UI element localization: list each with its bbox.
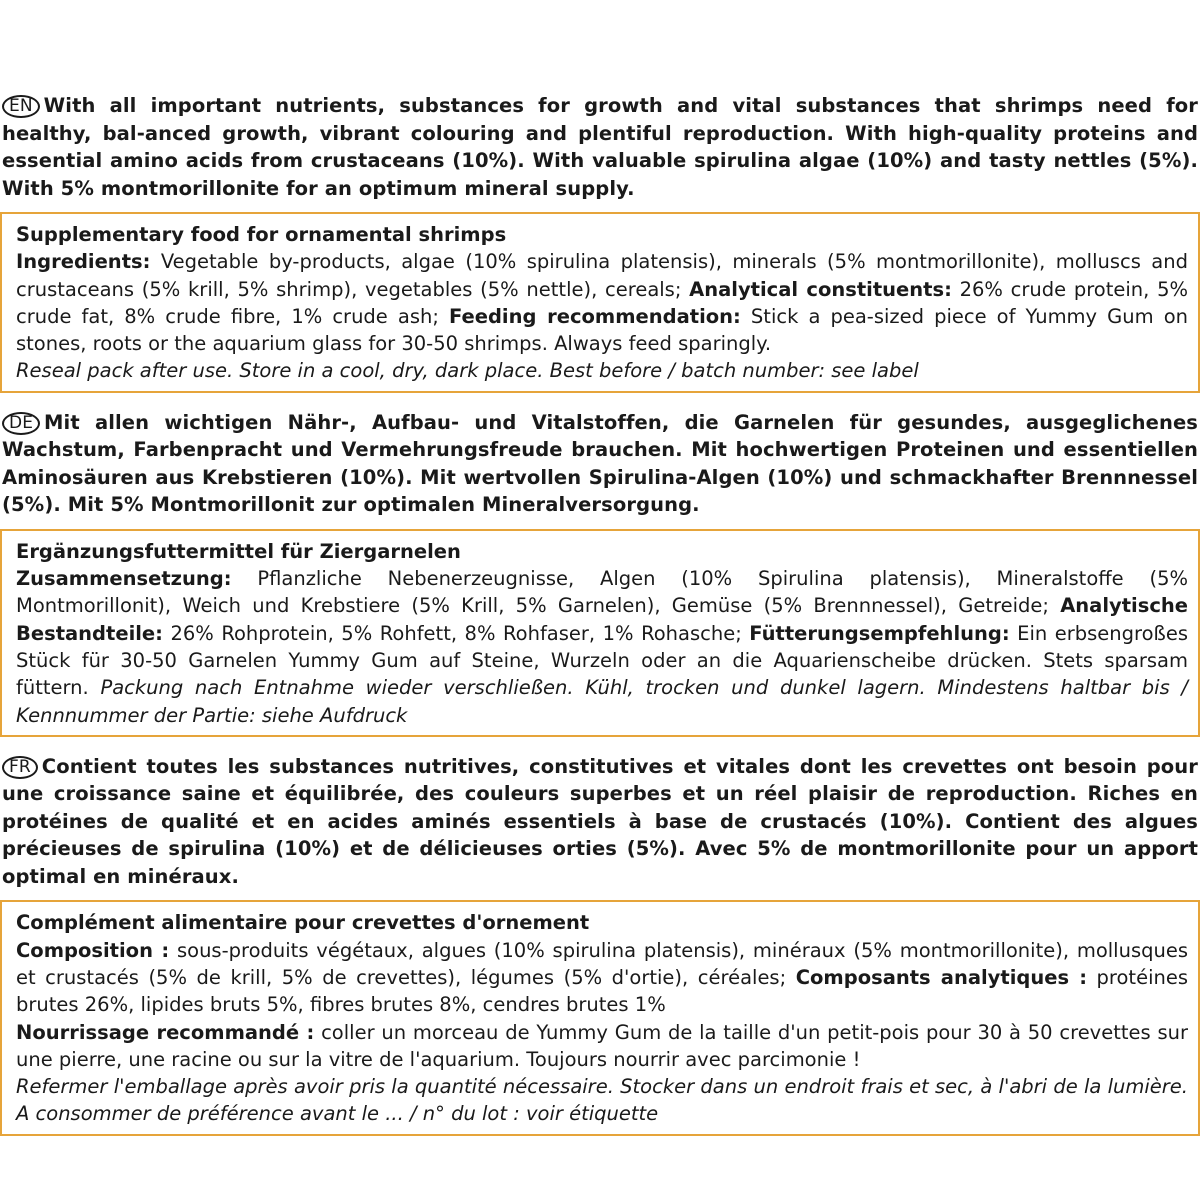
feeding-label-fr: Nourrissage recommandé : bbox=[16, 1020, 315, 1044]
ingredients-label-en: Ingredients: bbox=[16, 250, 151, 274]
storage-text-fr: Refermer l'emballage après avoir pris la quantité nécessaire. Stocker dans un endroit frais et sec, à l'abri de la lumière. A consommer de préférence avant le ... / n° du lot : voir étiquette bbox=[16, 1075, 1188, 1126]
intro-text-en bbox=[0, 84, 1200, 202]
ingredients-label-fr: Composition : bbox=[16, 938, 170, 962]
feeding-text-en: Stick a pea-sized piece of Yummy Gum on stones, roots or the aquarium glass for 30-50 shrimps. Always feed sparingly. bbox=[16, 304, 1188, 356]
ingredients-text-fr: sous-produits végétaux, algues (10% spirulina platensis), minéraux (5% montmorillonite), mollusques et crustacés (5% de krill, 5% de crevettes), légumes (5% d'ortie), céréales; bbox=[16, 938, 1189, 989]
analytical-label-en: Analytical constituents: bbox=[689, 277, 952, 301]
section-en bbox=[0, 84, 1200, 393]
feeding-text-fr: coller un morceau de Yummy Gum de la taille d'un petit-pois pour 30 à 50 crevettes sur une pierre, une racine ou sur la vitre de l'aquarium. Toujours nourrir avec parcimonie ! bbox=[16, 1020, 1188, 1071]
language-badge-fr: FR bbox=[2, 756, 38, 779]
storage-text-de: Packung nach Entnahme wieder verschließen. Kühl, trocken und dunkel lagern. Mindestens haltbar bis / Kennnummer der Partie: siehe Aufdruck bbox=[16, 676, 1188, 727]
analytical-label-fr: Composants analytiques : bbox=[795, 965, 1087, 989]
intro-body-fr: Contient toutes les substances nutritives, constitutives et vitales dont les crevettes ont besoin pour une croissance saine et équilibrée, des couleurs superbes et un réel plaisir de reproduction. Riches en protéines de qualité et en acides aminés essentiels à base de crustacés (10%). Contient des algues précieuses de spirulina (10%) et de délicieuses orties (5%). Avec 5% de montmorillonite pour un apport optimal en minéraux. bbox=[2, 754, 1198, 888]
intro-text-de bbox=[0, 401, 1200, 519]
info-box-en bbox=[0, 212, 1200, 393]
ingredients-text-de: Pflanzliche Nebenerzeugnisse, Algen (10% Spirulina platensis), Mineralstoffe (5% Montmorillonit), Weich und Krebstiere (5% Krill, 5% Garnelen), Gemüse (5% Brennnessel), Getreide; bbox=[16, 567, 1188, 618]
analytical-text-de: 26% Rohprotein, 5% Rohfett, 8% Rohfaser, 1% Rohasche; bbox=[162, 621, 750, 645]
feeding-text-de: Ein erbsengroßes Stück für 30-50 Garnelen Yummy Gum auf Steine, Wurzeln oder an die Aquarienscheibe drücken. Stets sparsam füttern. bbox=[16, 621, 1188, 700]
feeding-label-en: Feeding recommendation: bbox=[448, 304, 741, 328]
storage-text-en: Reseal pack after use. Store in a cool, dry, dark place. Best before / batch number: see label bbox=[16, 359, 919, 383]
info-box-de bbox=[0, 529, 1200, 737]
intro-body-en: With all important nutrients, substances for growth and vital substances that shrimps need for healthy, bal-anced growth, vibrant colouring and plentiful reproduction. With high-quality proteins and essential amino acids from crustaceans (10%). With valuable spirulina algae (10%) and tasty nettles (5%). With 5% montmorillonite for an optimum mineral supply. bbox=[2, 94, 1198, 200]
box-title-en: Supplementary food for ornamental shrimps bbox=[16, 223, 507, 246]
section-de bbox=[0, 401, 1200, 737]
box-title-fr: Complément alimentaire pour crevettes d'ornement bbox=[16, 911, 590, 935]
analytical-text-fr: protéines brutes 26%, lipides bruts 5%, fibres brutes 8%, cendres brutes 1% bbox=[16, 965, 1189, 1017]
language-badge-en: EN bbox=[2, 95, 40, 118]
language-badge-de: DE bbox=[2, 412, 40, 435]
intro-body-de: Mit allen wichtigen Nähr-, Aufbau- und Vitalstoffen, die Garnelen für gesundes, ausgeglichenes Wachstum, Farbenpracht und Vermehrungsfreude brauchen. Mit hochwertigen Proteinen und essentiellen Aminosäuren aus Krebstieren (10%). Mit wertvollen Spirulina-Algen (10%) und schmackhafter Brennnessel (5%). Mit 5% Montmorillonit zur optimalen Mineralversorgung. bbox=[2, 410, 1198, 517]
ingredients-text-en: Vegetable by-products, algae (10% spirulina platensis), minerals (5% montmorillonite), molluscs and crustaceans (5% krill, 5% shrimp), vegetables (5% nettle), cereals; bbox=[16, 250, 1188, 301]
analytical-label-de: Analytische Bestandteile: bbox=[16, 594, 1188, 645]
label-document bbox=[0, 84, 1200, 1136]
intro-text-fr bbox=[0, 745, 1200, 891]
feeding-label-de: Fütterungsempfehlung: bbox=[749, 621, 1010, 645]
info-box-fr bbox=[0, 900, 1200, 1135]
analytical-text-en: 26% crude protein, 5% crude fat, 8% crude fibre, 1% crude ash; bbox=[16, 277, 1189, 328]
box-title-de: Ergänzungsfuttermittel für Ziergarnelen bbox=[16, 539, 461, 563]
ingredients-label-de: Zusammensetzung: bbox=[16, 567, 232, 591]
section-fr bbox=[0, 745, 1200, 1136]
